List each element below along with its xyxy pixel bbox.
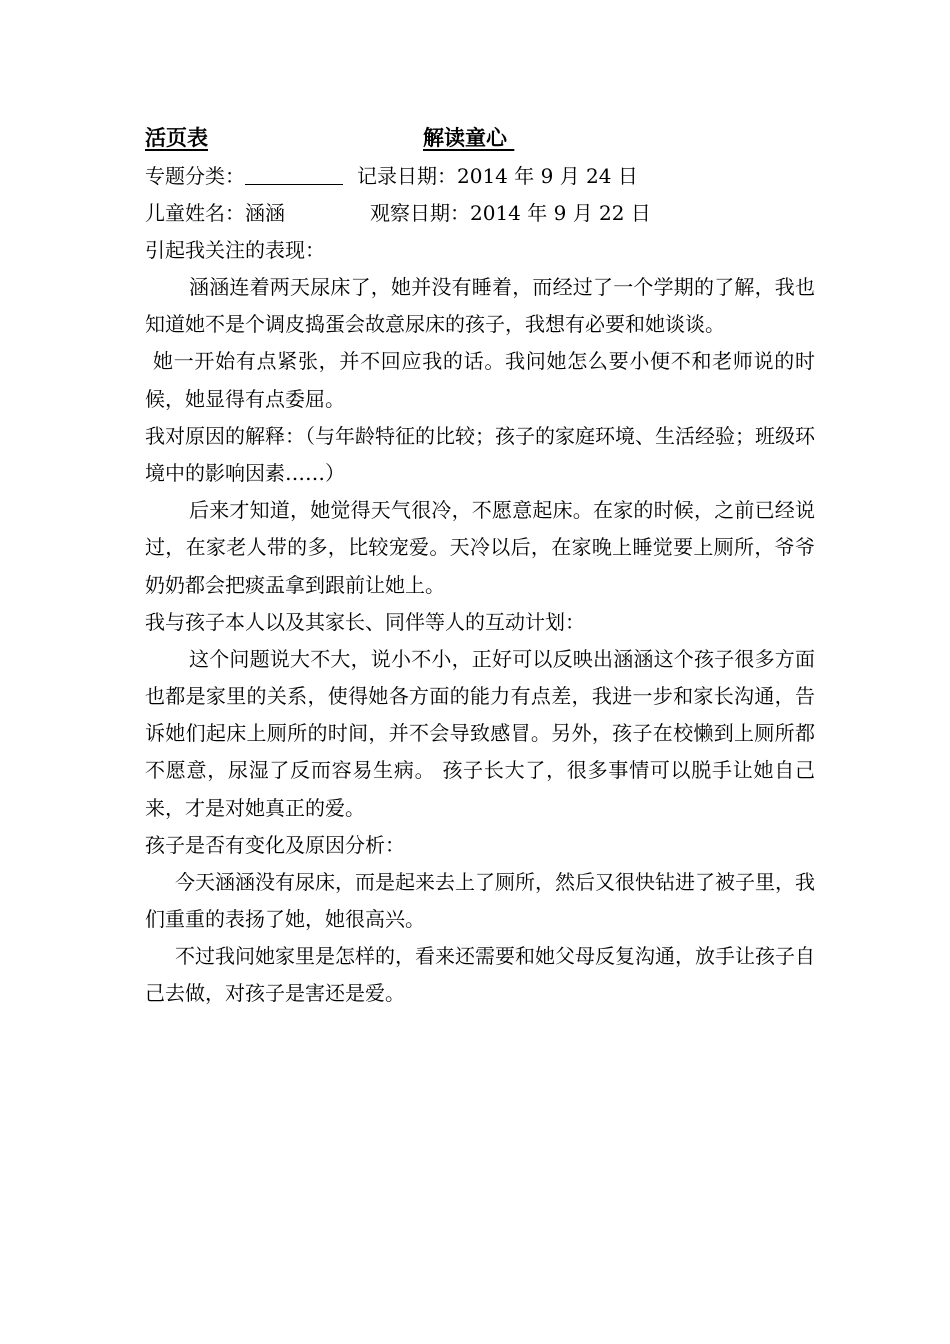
change-paragraph-2: 不过我问她家里是怎样的，看来还需要和她父母反复沟通，放手让孩子自己去做，对孩子是害还是爱。 xyxy=(145,944,815,1006)
record-date: 记录日期：2014 年 9 月 24 日 xyxy=(357,164,638,188)
plan-heading: 我与孩子本人以及其家长、同伴等人的互动计划： xyxy=(145,609,585,634)
topic-label: 专题分类： xyxy=(145,164,245,188)
title-gap xyxy=(208,118,423,158)
behavior-heading: 引起我关注的表现： xyxy=(145,238,325,262)
meta-row-1 xyxy=(145,158,815,195)
child-name: 儿童姓名：涵涵 xyxy=(145,201,285,225)
topic-blank xyxy=(245,162,343,185)
document-title xyxy=(145,118,815,158)
behavior-paragraph-2: 她一开始有点紧张，并不回应我的话。我问她怎么要小便不和老师说的时候，她显得有点委屈。 xyxy=(145,349,815,411)
change-heading: 孩子是否有变化及原因分析： xyxy=(145,832,405,857)
title-left: 活页表 xyxy=(145,125,208,150)
change-paragraph-1: 今天涵涵没有尿床，而是起来去上了厕所，然后又很快钻进了被子里，我们重重的表扬了她，她很高兴。 xyxy=(145,869,815,932)
title-right: 解读童心 xyxy=(423,125,507,150)
reason-heading: 我对原因的解释：（与年龄特征的比较；孩子的家庭环境、生活经验；班级环境中的影响因素……） xyxy=(145,423,815,486)
observe-date: 观察日期：2014 年 9 月 22 日 xyxy=(370,201,651,225)
plan-paragraph-1: 这个问题说大不大，说小不小，正好可以反映出涵涵这个孩子很多方面也都是家里的关系，使得她各方面的能力有点差，我进一步和家长沟通，告诉她们起床上厕所的时间，并不会导致感冒。另外，孩子在校懒到上厕所都不愿意，尿湿了反而容易生病。 孩子长大了，很多事情可以脱手让她自己来，才是对她真正的爱。 xyxy=(145,646,815,820)
meta-row-2 xyxy=(145,195,815,232)
document-body xyxy=(145,118,815,1013)
reason-paragraph-1: 后来才知道，她觉得天气很冷，不愿意起床。在家的时候，之前已经说过，在家老人带的多，比较宠爱。天冷以后，在家晚上睡觉要上厕所，爷爷奶奶都会把痰盂拿到跟前让她上。 xyxy=(145,498,815,597)
behavior-paragraph-1: 涵涵连着两天尿床了，她并没有睡着，而经过了一个学期的了解，我也知道她不是个调皮捣蛋会故意尿床的孩子，我想有必要和她谈谈。 xyxy=(145,275,815,337)
